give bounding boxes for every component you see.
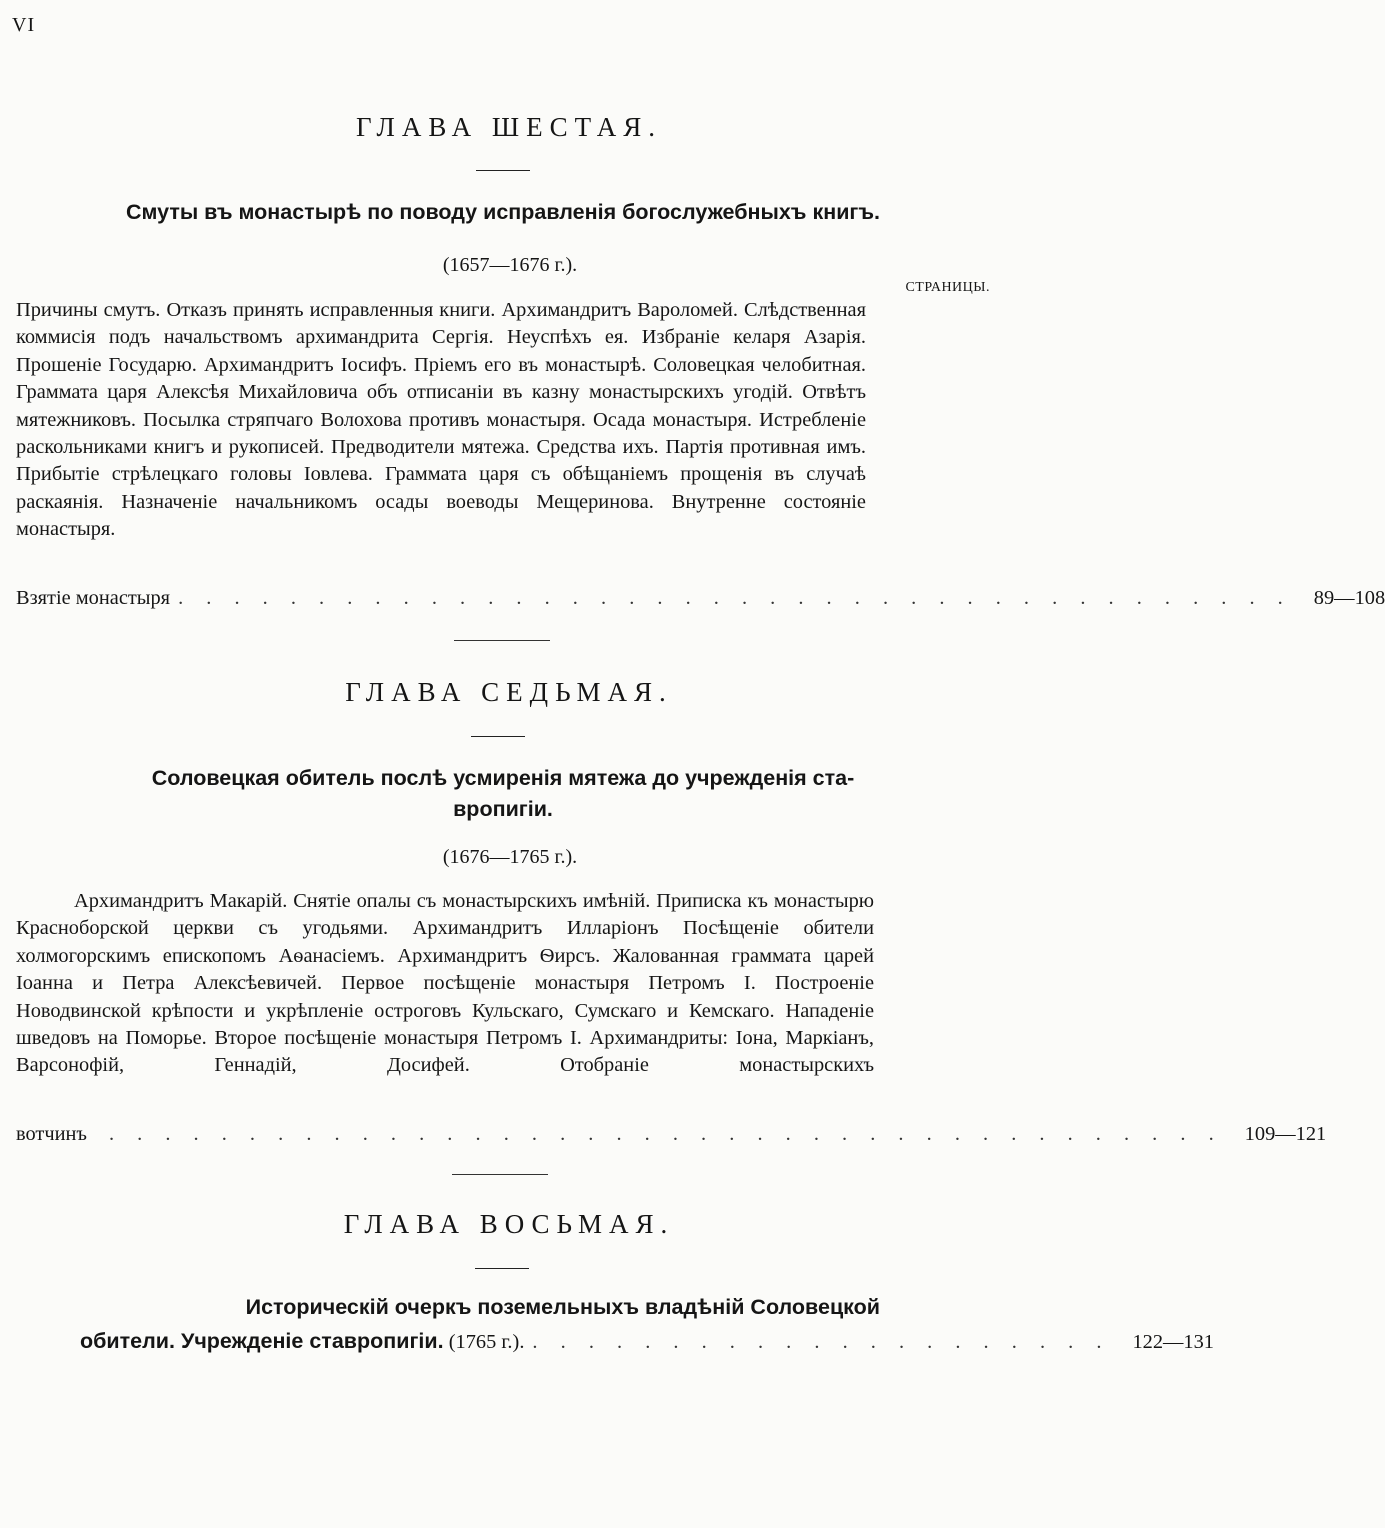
toc-entry-text: Взятіе монастыря <box>16 587 171 609</box>
pages-caption: СТРАНИЦЫ. <box>905 280 990 295</box>
chapter-title-wrap <box>0 763 1006 825</box>
chapter-seven <box>0 677 1006 708</box>
chapter-title-line2: вропигіи. <box>453 797 553 821</box>
chapter-title-line1: Историческій очеркъ поземельныхъ владѣній Соловецкой <box>245 1295 880 1319</box>
chapter-heading: ГЛАВА ВОСЬМАЯ. <box>343 1209 675 1239</box>
page-range: 109—121 <box>1244 1123 1327 1145</box>
chapter-summary: Причины смутъ. Отказъ принять исправленныя книги. Архимандритъ Вароломей. Слѣдственная коммисія подъ начальствомъ архимандрита Сергія. Неуспѣхъ ея. Избраніе келаря Азарія. Прошеніе Государю. Архимандритъ Іосифъ. Пріемъ его въ монастырѣ. Соловецкая челобитная. Грамматa царя Алексѣя Михайловича объ отписаніи въ казну монастырскихъ угодій. Отвѣтъ мятежниковъ. Посылка стряпчаго Волохова противъ монастыря. Осада монастыря. Истребленіе раскольниками книгъ и рукописей. Предводители мятежа. Средства ихъ. Партія противная имъ. Прибытіе стрѣлецкаго головы Іовлева. Грамматa царя съ обѣщаніемъ прощенія въ случаѣ раскаянія. Назначеніе начальникомъ осады воеводы Мещеринова. Внутренне состояніе монастыря. <box>16 299 866 541</box>
section-separator <box>454 640 550 641</box>
chapter-heading: ГЛАВА СЕДЬМАЯ. <box>345 677 673 707</box>
chapter-summary: Архимандритъ Макарій. Снятіе опалы съ монастырскихъ имѣній. Приписка къ монастырю Красноборской церкви съ угодьями. Архимандритъ Илларіонъ Посѣщеніе обители холмогорскимъ епископомъ Аѳанасіемъ. Архимандритъ Ѳирсъ. Жалованная грамматa царей Іоанна и Петра Алексѣевичей. Первое посѣщеніе монастыря Петромъ I. Построеніе Новодвинской крѣпости и укрѣпленіе остроговъ Кульскаго, Сумскаго и Кемскаго. Нападеніе шведовъ на Поморье. Второе посѣщеніе монастыря Петромъ I. Архимандриты: Іона, Маркіанъ, Варсонофій, Геннадій, Досифей. Отобраніе монастырскихъ <box>16 890 874 1077</box>
leader-dots: . . . . . . . . . . . . . . . . . . . . . . . . . . . . . . . . . . . . . . . . <box>178 587 1292 609</box>
chapter-date-wrap <box>0 254 1006 277</box>
toc-entry-line <box>16 1123 1327 1146</box>
heading-rule <box>475 1268 529 1269</box>
toc-entry-line <box>80 1326 1214 1357</box>
chapter-title: Смуты въ монастырѣ по поводу исправленія богослужебныхъ книгъ. <box>125 200 881 224</box>
toc-entry-line <box>16 587 1385 610</box>
heading-rule <box>471 736 525 737</box>
leader-dots: . . . . . . . . . . . . . . . . . . . . . <box>532 1331 1111 1353</box>
toc-entry-text: вотчинъ <box>16 1123 87 1145</box>
page-number: VI <box>12 14 36 36</box>
chapter-title-wrap <box>80 1292 880 1323</box>
section-separator <box>452 1174 548 1175</box>
chapter-date: (1657—1676 г.). <box>442 254 578 276</box>
heading-rule <box>476 170 530 171</box>
chapter-title-wrap <box>0 197 1006 228</box>
chapter-date: (1765 г.). <box>448 1331 525 1353</box>
toc-entry-text <box>80 1326 524 1357</box>
chapter-heading: ГЛАВА ШЕСТАЯ. <box>355 112 663 142</box>
chapter-eight <box>0 1209 1006 1240</box>
chapter-date: (1676—1765 г.). <box>442 846 578 868</box>
page-range: 122—131 <box>1132 1331 1214 1353</box>
page-range: 89—108 <box>1313 587 1385 609</box>
chapter-title-line2: обители. Учрежденіе ставропигіи. <box>80 1329 444 1353</box>
leader-dots: . . . . . . . . . . . . . . . . . . . . . . . . . . . . . . . . . . . . . . . . <box>108 1123 1223 1145</box>
chapter-date-wrap <box>0 846 1006 869</box>
chapter-title-line1: Соловецкая обитель послѣ усмиренія мятежа до учрежденія ста- <box>151 766 855 790</box>
chapter-six <box>0 112 1006 143</box>
